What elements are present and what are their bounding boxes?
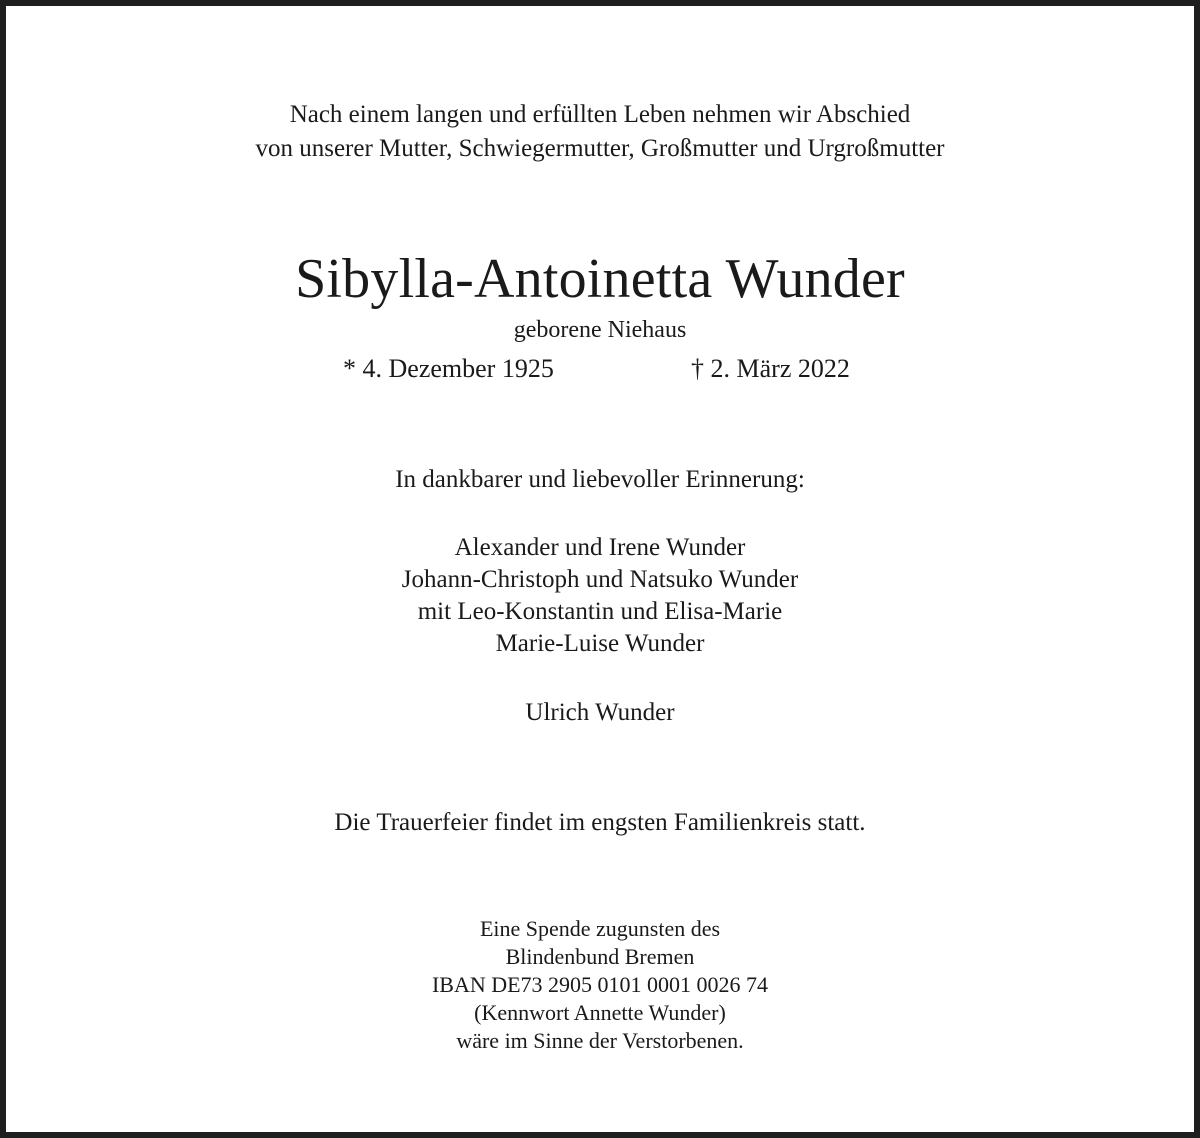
mourners-list (0, 532, 1200, 660)
mourner-line: Alexander und Irene Wunder (454, 534, 746, 561)
donation-note (0, 915, 1200, 1055)
life-dates (0, 352, 1200, 386)
birth-date: * 4. Dezember 1925 (343, 354, 554, 383)
intro-line-2: von unserer Mutter, Schwiegermutter, Großmutter und Urgroßmutter (255, 135, 945, 162)
death-date: † 2. März 2022 (691, 354, 850, 383)
mourner-single: Ulrich Wunder (525, 699, 675, 726)
funeral-note: Die Trauerfeier findet im engsten Familienkreis statt. (334, 809, 866, 836)
deceased-name: Sibylla-Antoinetta Wunder (295, 248, 905, 310)
donation-line: (Kennwort Annette Wunder) (474, 1000, 726, 1025)
maiden-name: geborene Niehaus (513, 317, 687, 343)
donation-line: Eine Spende zugunsten des (479, 916, 721, 941)
memory-line: In dankbarer und liebevoller Erinnerung: (395, 466, 805, 493)
donation-line: Blindenbund Bremen (505, 944, 695, 969)
donation-line: wäre im Sinne der Verstorbenen. (456, 1028, 744, 1053)
donation-iban: IBAN DE73 2905 0101 0001 0026 74 (431, 972, 769, 997)
mourner-line: mit Leo-Konstantin und Elisa-Marie (417, 598, 783, 625)
intro-text (0, 98, 1200, 166)
mourner-line: Johann-Christoph und Natsuko Wunder (401, 566, 799, 593)
intro-line-1: Nach einem langen und erfüllten Leben nehmen wir Abschied (289, 101, 911, 128)
mourner-line: Marie-Luise Wunder (495, 630, 705, 657)
